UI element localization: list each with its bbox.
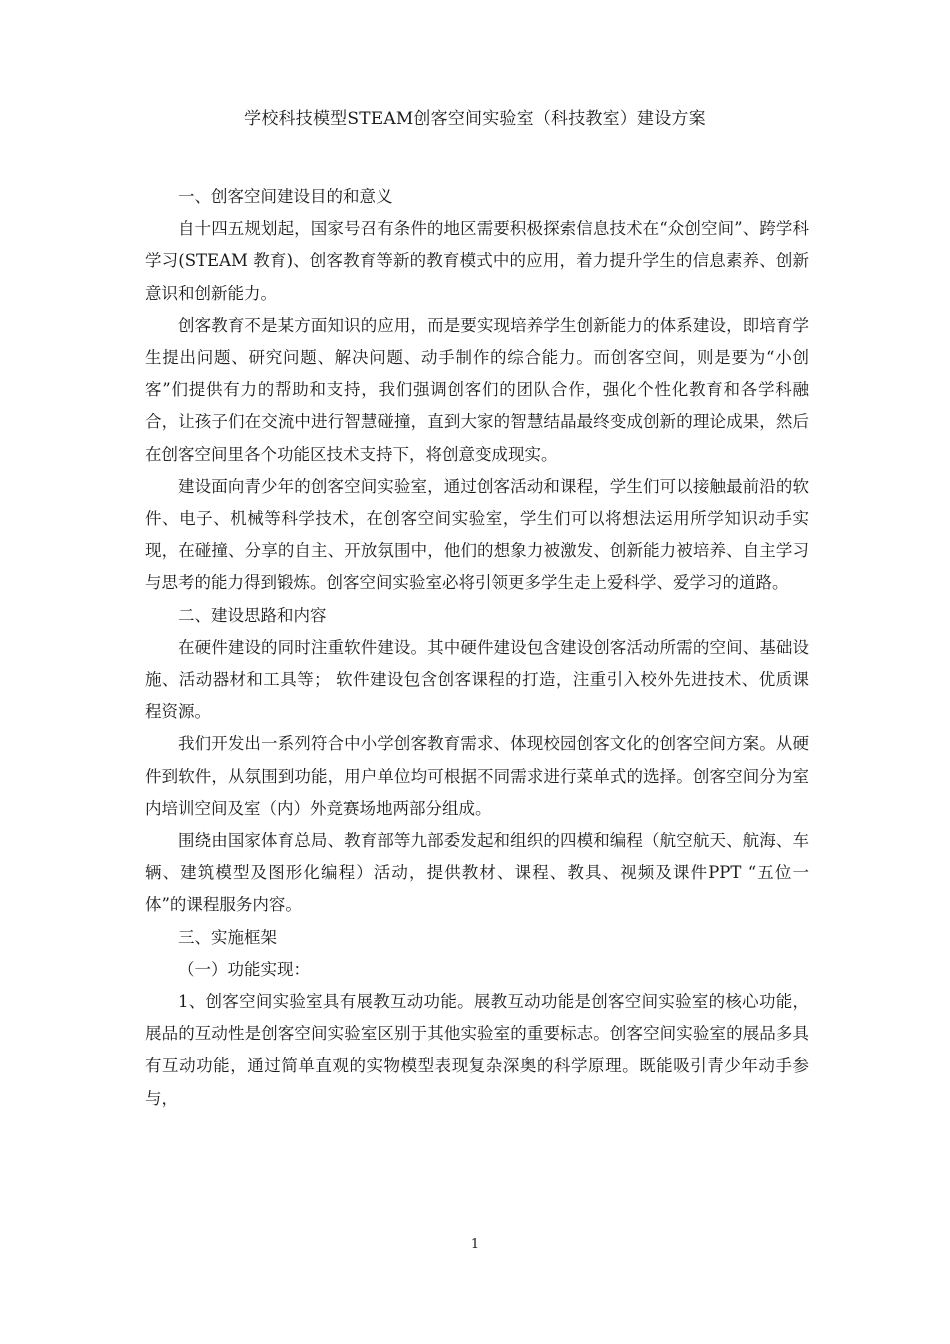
paragraph-policy: 自十四五规划起，国家号召有条件的地区需要积极探索信息技术在“众创空间”、跨学科学习(STEAM 教育)、创客教育等新的教育模式中的应用，着力提升学生的信息素养、创新意识和创新能力。 <box>145 219 809 303</box>
paragraph-solutions: 我们开发出一系列符合中小学创客教育需求、体现校园创客文化的创客空间方案。从硬件到软件，从氛围到功能，用户单位均可根据不同需求进行菜单式的选择。创客空间分为室内培训空间及室（内）外竞赛场地两部分组成。 <box>145 734 809 818</box>
document-title: 学校科技模型STEAM创客空间实验室（科技教室）建设方案 <box>244 109 706 129</box>
subsection-heading-functions: （一）功能实现： <box>178 959 310 979</box>
document-body <box>145 181 809 1115</box>
page-number: 1 <box>470 1237 480 1252</box>
section-heading-purpose: 一、创客空间建设目的和意义 <box>178 187 393 206</box>
section-heading-framework: 三、实施框架 <box>178 927 277 947</box>
paragraph-hardware-software: 在硬件建设的同时注重软件建设。其中硬件建设包含建设创客活动所需的空间、基础设施、活动器材和工具等； 软件建设包含创客课程的打造，注重引入校外先进技术、优质课程资源。 <box>145 637 809 722</box>
paragraph-courses: 围绕由国家体育总局、教育部等九部委发起和组织的四模和编程（航空航天、航海、车辆、建筑模型及图形化编程）活动，提供教材、课程、教具、视频及课件PPT “五位一体”的课程服务内容。 <box>145 831 809 915</box>
section-heading-ideas: 二、建设思路和内容 <box>178 605 327 625</box>
paragraph-lab-construction: 建设面向青少年的创客空间实验室，通过创客活动和课程，学生们可以接触最前沿的软件、电子、机械等科学技术，在创客空间实验室，学生们可以将想法运用所学知识动手实现，在碰撞、分享的自主、开放氛围中，他们的想象力被激发、创新能力被培养、自主学习与思考的能力得到锻炼。创客空间实验室必将引领更多学生走上爱科学、爱学习的道路。 <box>145 476 809 593</box>
paragraph-interactive-function: 1、创客空间实验室具有展教互动功能。展教互动功能是创客空间实验室的核心功能，展品的互动性是创客空间实验室区别于其他实验室的重要标志。创客空间实验室的展品多具有互动功能，通过简单直观的实物模型表现复杂深奥的科学原理。既能吸引青少年动手参与， <box>145 992 809 1108</box>
paragraph-maker-education: 创客教育不是某方面知识的应用，而是要实现培养学生创新能力的体系建设，即培育学生提出问题、研究问题、解决问题、动手制作的综合能力。而创客空间，则是要为“小创客”们提供有力的帮助和支持，我们强调创客们的团队合作，强化个性化教育和各学科融合，让孩子们在交流中进行智慧碰撞，直到大家的智慧结晶最终变成创新的理论成果，然后在创客空间里各个功能区技术支持下，将创意变成现实。 <box>145 315 809 464</box>
